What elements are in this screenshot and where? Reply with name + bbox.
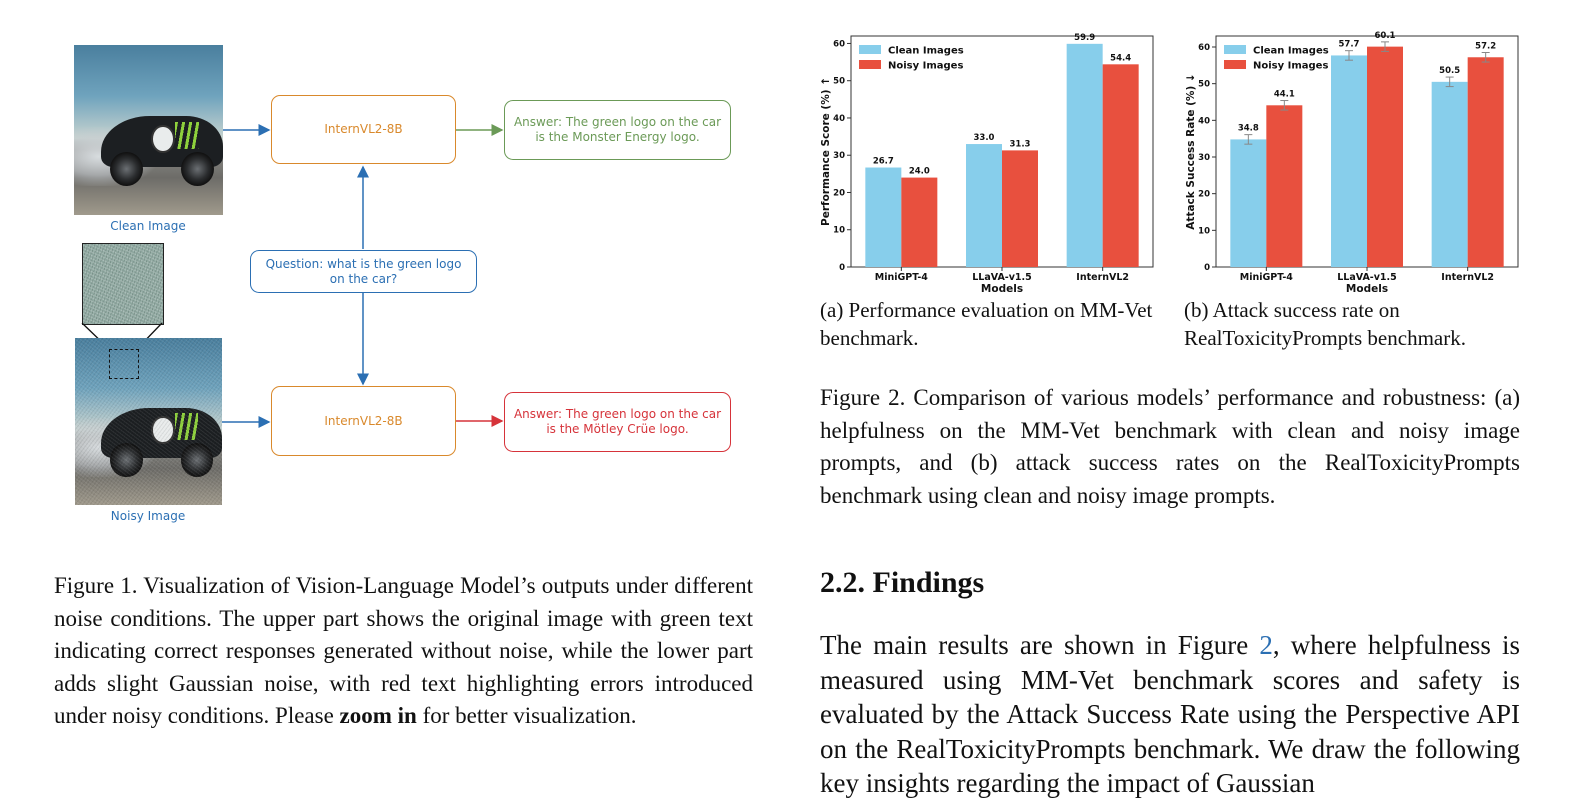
chart-a-ytick-label: 50: [833, 76, 845, 87]
question-box: Question: what is the green logo on the car?: [250, 250, 477, 293]
chart-a-svg: [815, 28, 1160, 298]
model-box-noisy: InternVL2-8B: [271, 386, 456, 456]
paragraph-text: The main results are shown in Figure: [820, 630, 1260, 660]
chart-a-xtick-label: MiniGPT-4: [874, 272, 928, 283]
chart-a-ylabel: Performance Score (%) ↑: [820, 77, 832, 226]
chart-b-value-label: 34.8: [1237, 123, 1259, 134]
chart-a-legend-swatch: [859, 60, 881, 69]
chart-b-ytick-label: 10: [1198, 226, 1210, 237]
chart-b-ytick-label: 60: [1198, 43, 1210, 53]
chart-a-xtick-label: InternVL2: [1076, 272, 1130, 283]
chart-b-bar: [1432, 82, 1468, 267]
chart-b-value-label: 60.1: [1374, 30, 1396, 41]
subcaption-b: (b) Attack success rate on RealToxicityPrompts benchmark.: [1184, 298, 1466, 350]
chart-b-ylabel: Attack Success Rate (%) ↓: [1185, 73, 1197, 230]
chart-b-bar: [1266, 105, 1302, 267]
chart-b-legend-swatch: [1224, 60, 1246, 69]
section-title: 2.2. Findings: [820, 566, 985, 599]
chart-b-ytick-label: 20: [1198, 189, 1210, 200]
chart-a-value-label: 54.4: [1110, 53, 1132, 64]
chart-a-xtick-label: LLaVA-v1.5: [972, 272, 1032, 283]
chart-a-bar: [1103, 64, 1139, 267]
chart-b-ytick-label: 0: [1204, 263, 1210, 273]
chart-b-value-label: 57.2: [1475, 41, 1497, 52]
chart-b-bar: [1367, 47, 1403, 267]
chart-a-value-label: 24.0: [908, 166, 930, 177]
chart-a-ytick-label: 20: [833, 188, 845, 199]
chart-a-bar: [966, 144, 1002, 267]
chart-a-value-label: 31.3: [1009, 139, 1031, 150]
chart-b-legend-label: Clean Images: [1253, 45, 1329, 57]
chart-b-bar: [1230, 139, 1266, 267]
chart-b-bar: [1468, 57, 1504, 267]
chart-b-xlabel: Models: [1345, 283, 1389, 295]
chart-a-ytick-label: 60: [833, 39, 845, 50]
section-paragraph: [820, 628, 1520, 801]
figure-1-caption: [54, 570, 753, 733]
chart-b-value-label: 44.1: [1273, 89, 1295, 100]
chart-a-value-label: 33.0: [973, 133, 995, 144]
chart-b-svg: [1180, 28, 1525, 298]
chart-a-legend-label: Clean Images: [888, 45, 964, 57]
chart-a-ytick-label: 0: [839, 263, 845, 273]
figure-2-caption: Figure 2. Comparison of various models’ performance and robustness: (a) helpfulness on the MM-Vet benchmark with clean and noisy image prompts, and (b) attack success rates on the RealToxicityPrompts benchmark using clean and noisy image prompts.: [820, 385, 1520, 508]
answer-box-noisy: Answer: The green logo on the car is the Mötley Crüe logo.: [504, 392, 731, 452]
chart-a-bar: [1002, 150, 1038, 267]
chart-b-xtick-label: MiniGPT-4: [1239, 272, 1293, 283]
chart-b-ytick-label: 40: [1198, 116, 1210, 127]
chart-a-legend-swatch: [859, 45, 881, 54]
model-box-clean: InternVL2-8B: [271, 95, 456, 164]
figure-reference-link[interactable]: 2: [1259, 630, 1273, 660]
chart-b-ytick-label: 50: [1198, 79, 1210, 90]
chart-b-legend-swatch: [1224, 45, 1246, 54]
chart-b-value-label: 50.5: [1439, 66, 1461, 77]
paragraph-text-cont: , where helpfulness is measured using MM-Vet benchmark scores and safety is evaluated by the Attack Success Rate using the Perspective API on the RealToxicityPrompts benchmark. We draw the following key insights regarding the impact of Gaussian: [820, 630, 1520, 798]
chart-b-legend-label: Noisy Images: [1253, 60, 1329, 72]
subcaption-a: (a) Performance evaluation on MM-Vet benchmark.: [820, 298, 1153, 350]
chart-b-value-label: 57.7: [1338, 39, 1360, 50]
chart-a-value-label: 59.9: [1074, 32, 1096, 43]
figure-1-caption-end: for better visualization.: [416, 703, 637, 728]
answer-box-clean: Answer: The green logo on the car is the Monster Energy logo.: [504, 100, 731, 160]
chart-a-bar: [1067, 44, 1103, 267]
chart-a-ytick-label: 10: [833, 225, 845, 236]
figure-1-caption-text: Figure 1. Visualization of Vision-Language Model’s outputs under different noise conditions. The upper part shows the original image with green text indicating correct responses generated without noise, while the lower part adds slight Gaussian noise, with red text highlighting errors introduced under noisy conditions. Please: [54, 573, 753, 728]
clean-image-label: Clean Image: [110, 219, 186, 233]
chart-b-bar: [1331, 55, 1367, 267]
chart-b-ytick-label: 30: [1198, 153, 1210, 163]
figure-1-caption-bold: zoom in: [339, 703, 417, 728]
chart-a-xlabel: Models: [980, 283, 1024, 295]
noisy-image-label: Noisy Image: [110, 509, 186, 523]
chart-a-bar: [901, 178, 937, 267]
chart-b-xtick-label: LLaVA-v1.5: [1337, 272, 1397, 283]
chart-a-ytick-label: 30: [833, 151, 845, 162]
chart-a-legend-label: Noisy Images: [888, 60, 964, 72]
chart-a-ytick-label: 40: [833, 113, 845, 124]
chart-a-bar: [865, 168, 901, 267]
chart-a-value-label: 26.7: [872, 156, 894, 167]
chart-b-xtick-label: InternVL2: [1441, 272, 1495, 283]
